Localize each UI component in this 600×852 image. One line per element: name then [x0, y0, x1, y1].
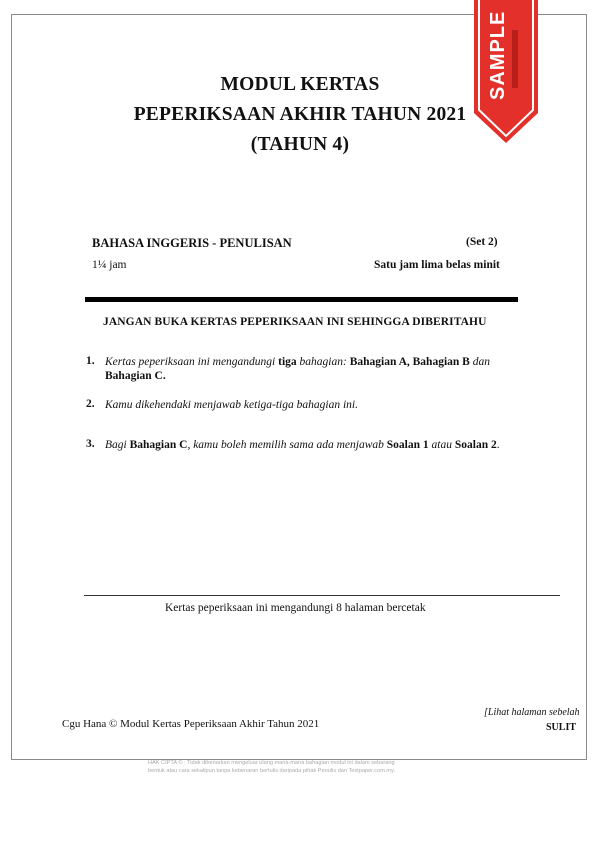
instruction-3-text-d: Soalan 1 — [386, 439, 429, 451]
heavy-divider — [85, 297, 518, 302]
duration-short: 1¼ jam — [92, 259, 127, 271]
instruction-2 — [105, 398, 515, 412]
subject-name: BAHASA INGGERIS - PENULISAN — [92, 236, 292, 250]
sample-label: SAMPLE — [487, 10, 509, 100]
title-line-3: (TAHUN 4) — [250, 134, 350, 155]
title-line-1: MODUL KERTAS — [220, 74, 380, 95]
duration-long: Satu jam lima belas minit — [374, 259, 500, 271]
see-next-page: [Lihat halaman sebelah — [484, 707, 580, 718]
instruction-3-text-b: Bahagian C — [129, 439, 188, 451]
instruction-1-text-d: Bahagian A, Bahagian B — [349, 356, 470, 368]
instruction-1-text-e: dan — [472, 356, 490, 368]
instruction-3 — [105, 438, 515, 452]
instruction-1-text-f: Bahagian C. — [105, 370, 166, 382]
instruction-1-text-b: tiga — [278, 356, 297, 368]
title-line-2: PEPERIKSAAN AKHIR TAHUN 2021 — [133, 104, 467, 125]
sulit-label: SULIT — [546, 722, 577, 733]
instruction-1-number: 1. — [86, 355, 95, 367]
instruction-3-text-g: . — [496, 439, 500, 451]
set-label: (Set 2) — [466, 236, 498, 248]
page-count-note: Kertas peperiksaan ini mengandungi 8 halaman bercetak — [165, 602, 426, 614]
warning-text: JANGAN BUKA KERTAS PEPERIKSAAN INI SEHINGGA DIBERITAHU — [103, 316, 487, 328]
instruction-3-text-a: Bagi — [105, 439, 127, 451]
footer-divider — [84, 595, 560, 596]
instruction-3-number: 3. — [86, 438, 95, 450]
instruction-3-text-e: atau — [431, 439, 452, 451]
instruction-2-number: 2. — [86, 398, 95, 410]
instruction-1 — [105, 355, 515, 383]
instruction-1-text-a: Kertas peperiksaan ini mengandungi — [105, 356, 276, 368]
copyright-disclaimer: HAK CIPTA © : Tidak dibenarkan mengeluar ulang mana-mana bahagian modul ini dalam sebarang bentuk atau cara sekalipun tanpa kebenaran bertulis daripada pihak Penulis dan Testpaper.com.my. — [148, 760, 396, 774]
copyright-text: Cgu Hana © Modul Kertas Peperiksaan Akhir Tahun 2021 — [62, 718, 320, 730]
instruction-2-text: Kamu dikehendaki menjawab ketiga-tiga bahagian ini. — [105, 399, 358, 411]
instruction-3-text-f: Soalan 2 — [454, 439, 497, 451]
instruction-3-text-c: , kamu boleh memilih sama ada menjawab — [187, 439, 384, 451]
instruction-1-text-c: bahagian: — [299, 356, 347, 368]
